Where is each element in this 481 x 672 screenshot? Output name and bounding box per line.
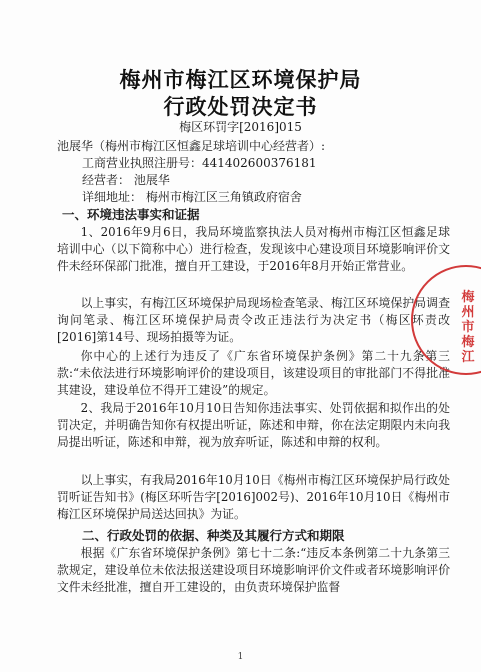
operator-line: 经营者： 池展华	[82, 173, 170, 187]
section1-paragraph3: 你中心的上述行为违反了《广东省环境保护条例》第二十九条第三款:“未依法进行环境影响评价的建设项目，该建设项目的审批部门不得批准其建设，建设单位不得开工建设”的规定。	[57, 349, 450, 398]
party-name-line: 池展华（梅州市梅江区恒鑫足球培训中心经营者）:	[57, 139, 326, 153]
page-number: 1	[237, 652, 244, 662]
document-title-line2: 行政处罚决定书	[163, 95, 318, 119]
official-seal-text: 梅州市梅江	[461, 290, 475, 365]
section1-paragraph1: 1、2016年9月6日，我局环境监察执法人员对梅州市梅江区恒鑫足球培训中心（以下简称中心）进行检查，发现该中心建设项目环境影响评价文件未经环保部门批准，擅自开工建设，于2016年8月开始正常营业。	[57, 225, 450, 274]
business-license-line: 工商营业执照注册号：441402600376181	[82, 156, 317, 170]
document-number: 梅区环罚字[2016]015	[179, 120, 302, 134]
section1-heading: 一、环境违法事实和证据	[62, 207, 200, 222]
section1-paragraph2: 以上事实，有梅江区环境保护局现场检查笔录、梅江区环境保护局调查询问笔录、梅江区环境保护局责令改正违法行为决定书（梅区环责改[2016]第14号、现场拍摄等为证。	[57, 296, 450, 345]
address-line: 详细地址： 梅州市梅江区三角镇政府宿舍	[82, 190, 302, 204]
section1-paragraph4: 2、我局于2016年10月10日告知你违法事实、处罚依据和拟作出的处罚决定，并明确告知你有权提出听证，陈述和申辩，你在法定期限内未向我局提出听证，陈述和申辩，视为放弃听证，陈述和申辩的权利。	[57, 401, 450, 450]
document-title-line1: 梅州市梅江区环境保护局	[119, 68, 362, 92]
section2-paragraph1: 根据《广东省环境保护条例》第七十二条:“违反本条例第二十九条第三款规定，建设单位未依法报送建设项目环境影响评价文件或者环境影响评价文件未经批准，擅自开工建设的，由负责环境保护监督	[57, 546, 450, 595]
section1-paragraph5: 以上事实，有我局2016年10月10日《梅州市梅江区环境保护局行政处罚听证告知书》(梅区环听告字[2016]002号)、2016年10月10日《梅州市梅江区环境保护局送达回执》为证。	[57, 473, 450, 522]
section2-heading: 二、行政处罚的依据、种类及其履行方式和期限	[82, 528, 345, 543]
